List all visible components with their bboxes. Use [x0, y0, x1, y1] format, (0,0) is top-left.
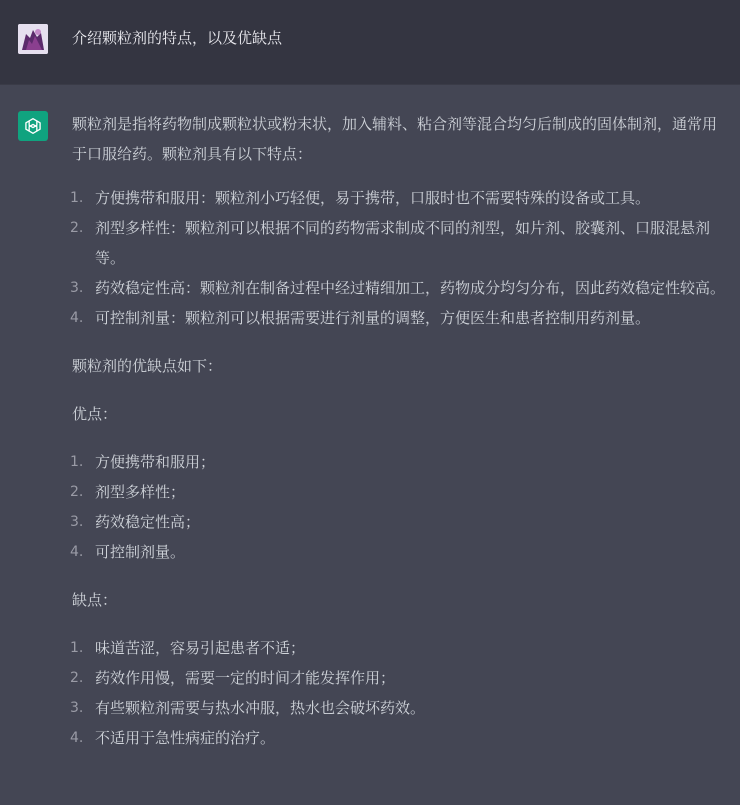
list-item: 3. 药效稳定性高：颗粒剂在制备过程中经过精细加工，药物成分均匀分布，因此药效稳定性较高。 — [70, 279, 726, 297]
list-item: 2. 剂型多样性：颗粒剂可以根据不同的药物需求制成不同的剂型，如片剂、胶囊剂、口服混悬剂等。 — [70, 219, 711, 267]
list-item: 1. 方便携带和服用：颗粒剂小巧轻便，易于携带，口服时也不需要特殊的设备或工具。 — [70, 189, 651, 207]
list-item: 4. 可控制剂量。 — [70, 543, 186, 561]
list-item: 4. 可控制剂量：颗粒剂可以根据需要进行剂量的调整，方便医生和患者控制用药剂量。 — [70, 309, 651, 327]
list-item: 2. 药效作用慢，需要一定的时间才能发挥作用； — [70, 669, 396, 687]
assistant-message-row — [0, 85, 740, 805]
user-avatar — [18, 24, 48, 54]
list-item: 1. 味道苦涩，容易引起患者不适； — [70, 639, 306, 657]
list-item: 2. 剂型多样性； — [70, 483, 186, 501]
list-item: 3. 有些颗粒剂需要与热水冲服，热水也会破坏药效。 — [70, 699, 426, 717]
intro-paragraph: 颗粒剂是指将药物制成颗粒状或粉末状，加入辅料、粘合剂等混合均匀后制成的固体制剂，通常用于口服给药。颗粒剂具有以下特点： — [72, 115, 718, 163]
pros-cons-heading: 颗粒剂的优缺点如下： — [72, 357, 223, 375]
user-message-text: 介绍颗粒剂的特点，以及优缺点 — [72, 29, 283, 47]
cons-heading: 缺点： — [72, 591, 118, 609]
list-item: 1. 方便携带和服用； — [70, 453, 216, 471]
cons-list — [72, 633, 727, 753]
assistant-message-content — [72, 109, 727, 753]
list-item: 3. 药效稳定性高； — [70, 513, 201, 531]
pros-list — [72, 447, 727, 567]
openai-logo-icon — [18, 111, 48, 141]
pros-heading: 优点： — [72, 405, 118, 423]
user-message-row — [0, 0, 740, 85]
features-list — [72, 183, 727, 333]
list-item: 4. 不适用于急性病症的治疗。 — [70, 729, 276, 747]
